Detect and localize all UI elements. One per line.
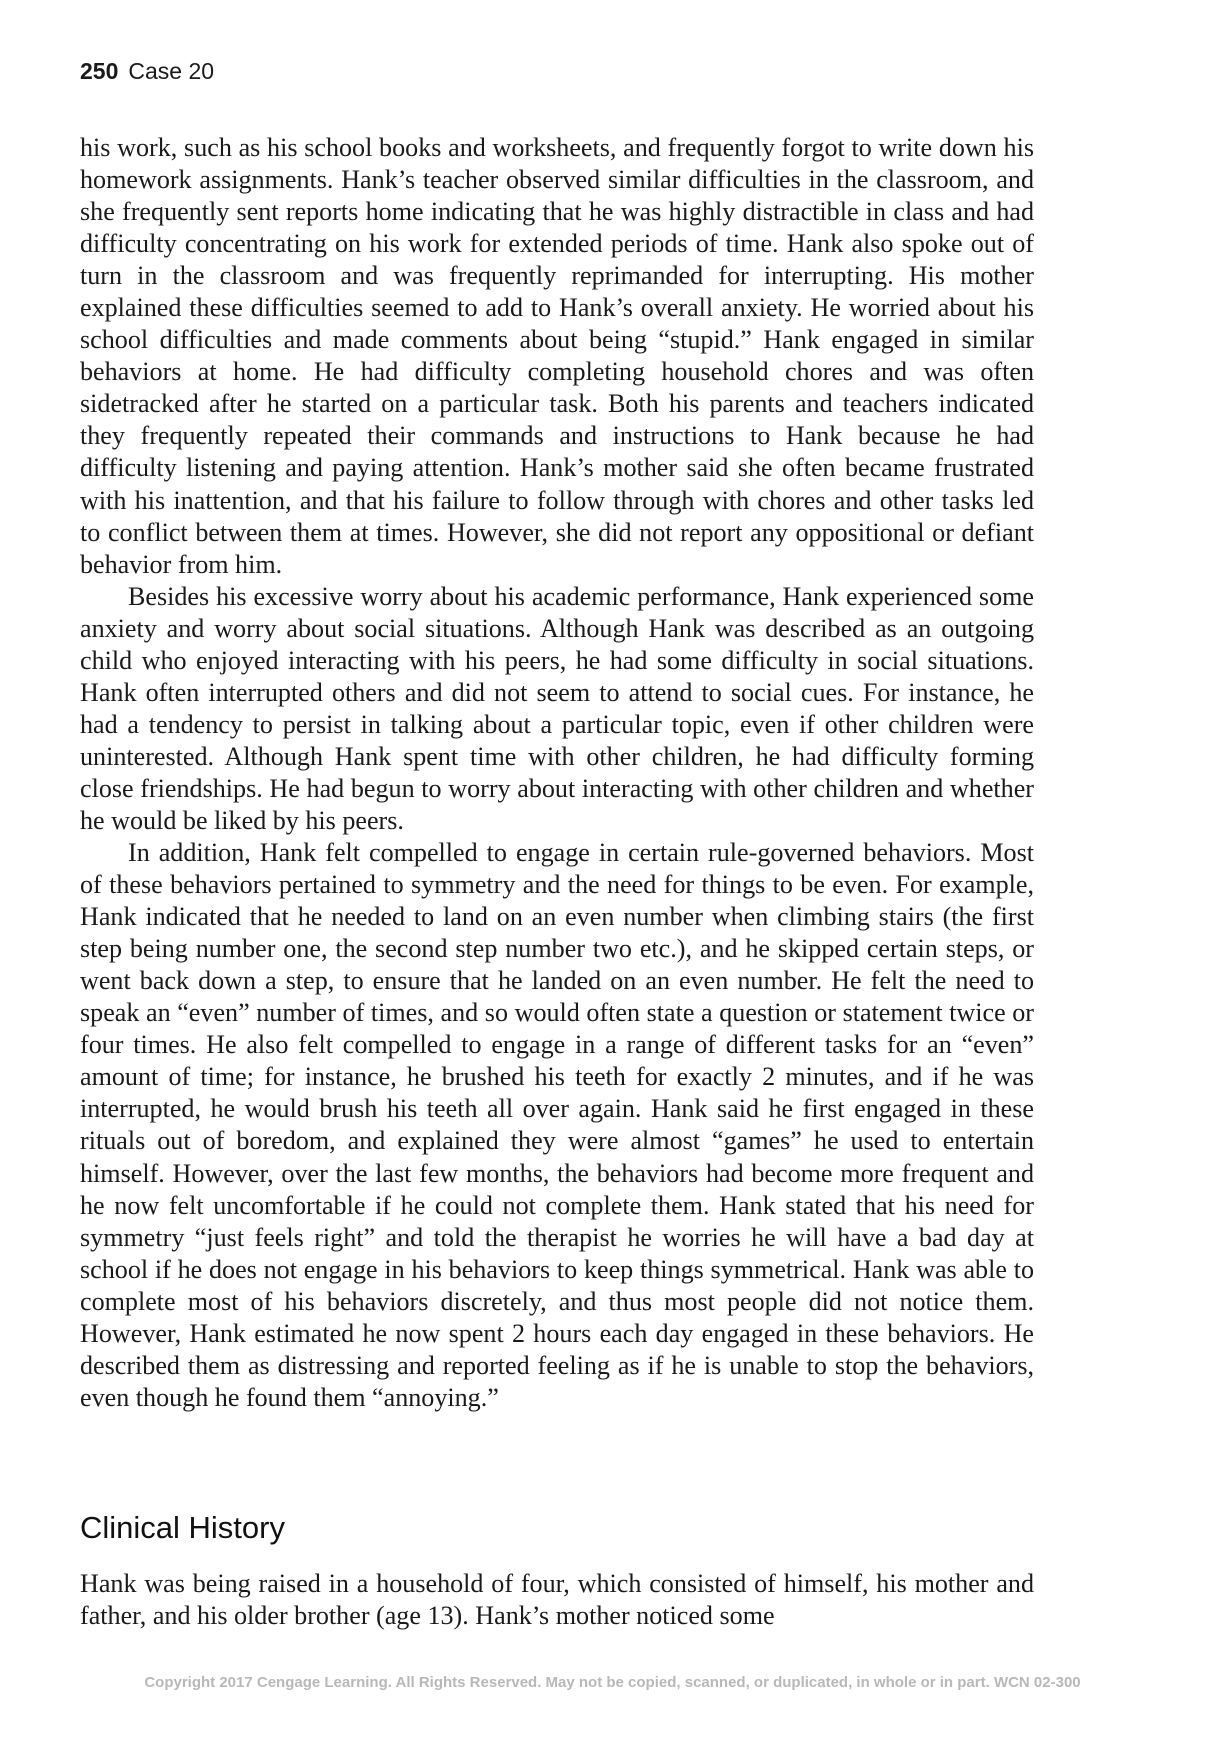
clinical-history-text	[80, 1568, 1034, 1632]
copyright-notice: Copyright 2017 Cengage Learning. All Rights Reserved. May not be copied, scanned, or duplicated, in whole or in part. WCN 02-300	[144, 1674, 1081, 1691]
running-head	[80, 56, 214, 86]
main-text	[80, 132, 1034, 1414]
body-paragraph: his work, such as his school books and worksheets, and frequently forgot to write down his homework assignments. Hank’s teacher observed similar difficulties in the classroom, and she frequently sent reports home indicating that he was highly distractible in class and had difficulty concentrating on his work for extended periods of time. Hank also spoke out of turn in the classroom and was frequently reprimanded for interrupting. His mother explained these difficulties seemed to add to Hank’s overall anxiety. He worried about his school difficulties and made comments about being “stupid.” Hank engaged in similar behaviors at home. He had difficulty completing household chores and was often sidetracked after he started on a particular task. Both his parents and teachers indicated they frequently repeated their commands and instructions to Hank because he had difficulty listening and paying attention. Hank’s mother said she often became frustrated with his inattention, and that his failure to follow through with chores and other tasks led to conflict between them at times. However, she did not report any oppositional or defiant behavior from him.	[80, 133, 1034, 579]
case-label: Case 20	[128, 58, 215, 84]
section-heading: Clinical History	[80, 1510, 285, 1545]
body-paragraph: Hank was being raised in a household of four, which consisted of himself, his mother and father, and his older brother (age 13). Hank’s mother noticed some	[80, 1569, 1034, 1631]
body-paragraph: In addition, Hank felt compelled to engage in certain rule-governed behaviors. Most of these behaviors pertained to symmetry and the need for things to be even. For example, Hank indicated that he needed to land on an even number when climbing stairs (the first step being number one, the second step number two etc.), and he skipped certain steps, or went back down a step, to ensure that he landed on an even number. He felt the need to speak an “even” number of times, and so would often state a question or statement twice or four times. He also felt compelled to engage in a range of different tasks for an “even” amount of time; for instance, he brushed his teeth for exactly 2 minutes, and if he was interrupted, he would brush his teeth all over again. Hank said he first engaged in these rituals out of boredom, and explained they were almost “games” he used to entertain himself. However, over the last few months, the behaviors had become more frequent and he now felt uncomfortable if he could not complete them. Hank stated that his need for symmetry “just feels right” and told the therapist he worries he will have a bad day at school if he does not engage in his behaviors to keep things symmetrical. Hank was able to complete most of his behaviors discretely, and thus most people did not notice them. However, Hank estimated he now spent 2 hours each day engaged in these behaviors. He described them as distressing and reported feeling as if he is unable to stop the behaviors, even though he found them “annoying.”	[80, 838, 1034, 1412]
body-paragraph: Besides his excessive worry about his academic performance, Hank experienced some anxiety and worry about social situations. Although Hank was described as an outgoing child who enjoyed interacting with his peers, he had some difficulty in social situations. Hank often interrupted others and did not seem to attend to social cues. For instance, he had a tendency to persist in talking about a particular topic, even if other children were uninterested. Although Hank spent time with other children, he had difficulty forming close friendships. He had begun to worry about interacting with other children and whether he would be liked by his peers.	[80, 581, 1034, 835]
page-number: 250	[80, 58, 119, 84]
